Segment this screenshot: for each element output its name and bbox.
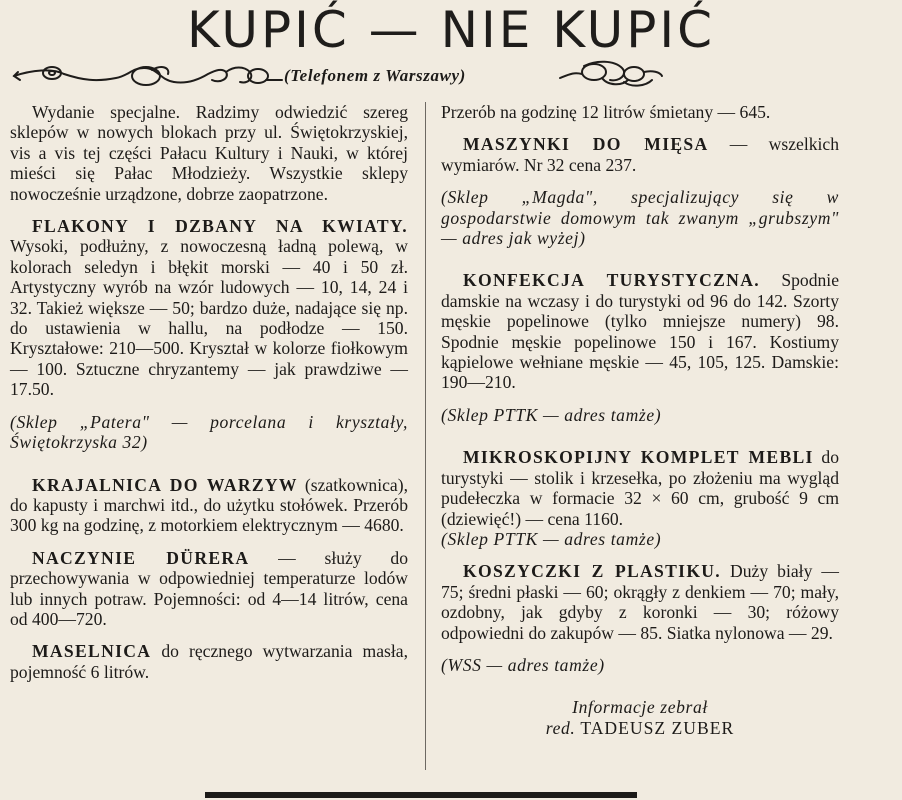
item-text: Wysoki, podłużny, z nowoczesną ładną polewą, w kolorach seledyn i błękit morski — 40 i 50 zł. Artystyczny wyrób na wzór ludowych — 10, 14, 24 i 32. Takież większe — 50; bardzo duże, nadające się np. do ustawienia w hallu, na podłodze — 150. Kryształowe: 210—500. Kryształ w kolorze fiołkowym — 100. Sztuczne chryzantemy — jak prawdziwe — 17.50. bbox=[10, 236, 408, 400]
item-title: KRAJALNICA DO WARZYW bbox=[32, 474, 298, 495]
item-komplet bbox=[441, 447, 839, 529]
author-name: TADEUSZ ZUBER bbox=[580, 717, 735, 738]
item-text: Spodnie damskie na wczasy i do turystyki od 96 do 142. Szorty męskie popelinowe (tylko mniejsze numery) 98. Spodnie męskie popelinowe 150 i 167. Kostiumy kąpielowe wełniane męskie — 45, 105, 125. Damskie: 190—210. bbox=[441, 270, 839, 393]
right-ornament bbox=[556, 58, 664, 92]
item-title: MASZYNKI DO MIĘSA bbox=[463, 134, 709, 155]
item-maselnica bbox=[10, 641, 408, 682]
column-divider bbox=[425, 102, 426, 770]
source-note: (Sklep „Patera" — porcelana i kryształy, Świętokrzyska 32) bbox=[10, 411, 408, 453]
item-text: — wszelkich wymiarów. Nr 32 cena 237. bbox=[441, 134, 839, 175]
item-title: KONFEKCJA TURYSTYCZNA. bbox=[463, 270, 760, 291]
source-note: (Sklep PTTK — adres tamże) bbox=[441, 528, 662, 549]
byline: Informacje zebrał bbox=[572, 697, 708, 718]
source-note: (Sklep PTTK — adres tamże) bbox=[441, 404, 662, 425]
item-maszynki bbox=[441, 134, 839, 175]
item-text: do turystyki — stolik i krzesełka, po złożeniu ma wygląd pudełeczka w formacie 32 × 60 cm, grubość 9 cm (dziewięć!) — cena 1160. bbox=[441, 447, 839, 529]
author-prefix: red. bbox=[545, 717, 576, 738]
right-column bbox=[441, 102, 839, 738]
item-krajalnica bbox=[10, 475, 408, 536]
item-title: FLAKONY I DZBANY NA KWIATY. bbox=[32, 216, 408, 237]
source-note: (Sklep „Magda", specjalizujący się w gospodarstwie domowym tak zwanym „grubszym" — adres jak wyżej) bbox=[441, 187, 839, 249]
item-flakony bbox=[10, 216, 408, 400]
item-naczynie bbox=[10, 548, 408, 630]
subhead: (Telefonem z Warszawy) bbox=[284, 66, 466, 85]
headline: KUPIĆ — NIE KUPIĆ bbox=[186, 1, 716, 59]
author-line bbox=[441, 718, 839, 738]
item-text: Duży biały — 75; średni płaski — 60; okrągły z denkiem — 70; mały, ozdobny, jak gdyby z koronki — 30; różowy odpowiedni do zakupów — 85. Siatka nylonowa — 29. bbox=[441, 561, 839, 643]
item-text: do ręcznego wytwarzania masła, pojemność 6 litrów. bbox=[10, 641, 408, 682]
item-text: — służy do przechowywania w odpowiedniej temperaturze lodów lub innych potraw. Pojemności: od 4—14 litrów, cena od 400—720. bbox=[10, 547, 408, 629]
item-title: MIKROSKOPIJNY KOMPLET MEBLI bbox=[463, 447, 814, 468]
bottom-rule bbox=[205, 792, 637, 798]
item-title: KOSZYCZKI Z PLASTIKU. bbox=[463, 561, 722, 582]
item-koszyczki bbox=[441, 561, 839, 643]
intro-paragraph: Wydanie specjalne. Radzimy odwiedzić szereg sklepów w nowych blokach przy ul. Świętokrzyskiej, vis a vis tej części Pałacu Kultury i Nauki, w której mieści się Pałac Młodzieży. Wszystkie sklepy nowocześnie urządzone, dobrze zaopatrzone. bbox=[10, 102, 408, 204]
left-ornament bbox=[12, 58, 284, 92]
left-column bbox=[10, 102, 408, 682]
item-konfekcja bbox=[441, 270, 839, 392]
item-title: MASELNICA bbox=[32, 641, 152, 662]
maselnica-continued: Przerób na godzinę 12 litrów śmietany — 645. bbox=[441, 102, 771, 122]
source-note: (WSS — adres tamże) bbox=[441, 654, 605, 675]
item-text: (szatkownica), do kapusty i marchwi itd., do użytku stołówek. Przerób 300 kg na godzinę, z motorkiem elektrycznym — 4680. bbox=[10, 474, 408, 536]
item-title: NACZYNIE DÜRERA bbox=[32, 547, 250, 568]
